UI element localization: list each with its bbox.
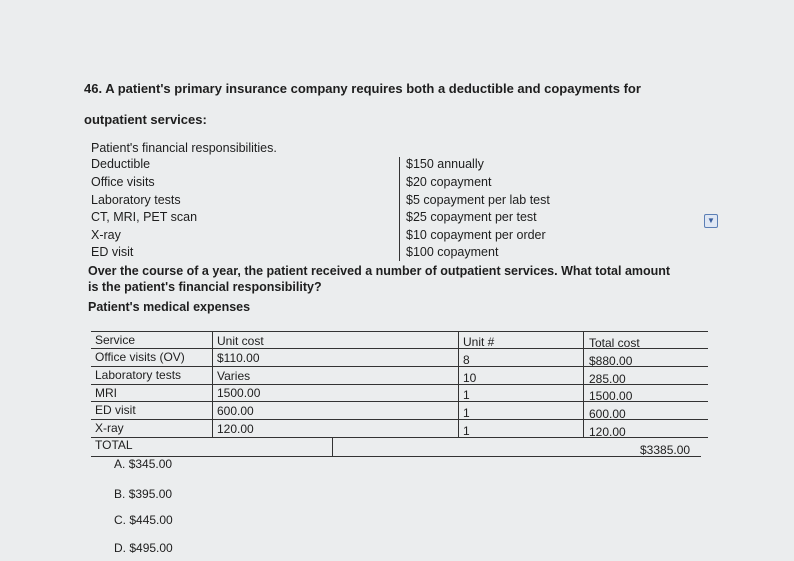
total-value: $3385.00	[640, 443, 691, 457]
table-cell-unit-cost: Varies	[217, 369, 251, 383]
question-line-2: outpatient services:	[84, 112, 207, 127]
resp-label: Laboratory tests	[91, 193, 181, 207]
option-letter: B.	[114, 487, 126, 501]
option-b[interactable]	[114, 487, 172, 501]
option-letter: C.	[114, 513, 126, 527]
resp-label: X-ray	[91, 228, 121, 242]
option-text: $395.00	[128, 487, 173, 501]
resp-value: $100 copayment	[406, 245, 499, 259]
table-cell-unit-cost: 1500.00	[217, 386, 261, 400]
option-text: $445.00	[129, 513, 173, 527]
table-cell-service: Office visits (OV)	[95, 350, 185, 364]
table-cell-units: 1	[463, 424, 470, 438]
resp-value: $150 annually	[406, 157, 484, 171]
responsibilities-divider	[399, 157, 400, 261]
dropdown-icon[interactable]: ▼	[704, 214, 718, 228]
col-header-service: Service	[95, 333, 136, 347]
col-header-unit-cost: Unit cost	[217, 334, 264, 348]
table-cell-service: X-ray	[95, 421, 124, 435]
table-cell-service: MRI	[95, 386, 117, 400]
resp-label: ED visit	[91, 245, 134, 259]
option-letter: D.	[114, 541, 126, 555]
resp-label: Deductible	[91, 157, 151, 171]
option-text: $495.00	[129, 541, 173, 555]
table-cell-unit-cost: 120.00	[217, 422, 254, 436]
table-cell-total-cost: 1500.00	[589, 389, 633, 403]
table-cell-units: 10	[463, 371, 477, 385]
resp-value: $20 copayment	[406, 175, 492, 189]
table-cell-units: 1	[463, 388, 470, 402]
table-cell-service: Laboratory tests	[95, 368, 182, 382]
table-cell-service: ED visit	[95, 403, 136, 417]
prompt-line-2: is the patient's financial responsibility?	[88, 280, 322, 294]
table-cell-total-cost: $880.00	[589, 354, 633, 368]
option-text: $345.00	[128, 457, 173, 471]
resp-value: $25 copayment per test	[406, 210, 537, 224]
col-header-units: Unit #	[463, 335, 495, 349]
table-cell-unit-cost: $110.00	[217, 351, 260, 365]
col-header-total-cost: Total cost	[589, 336, 640, 350]
prompt-line-1: Over the course of a year, the patient received a number of outpatient services. What total amount	[88, 264, 671, 278]
resp-value: $5 copayment per lab test	[406, 193, 550, 207]
option-a[interactable]	[114, 457, 172, 471]
table-cell-unit-cost: 600.00	[217, 404, 254, 418]
table-cell-total-cost: 285.00	[589, 372, 626, 386]
resp-label: CT, MRI, PET scan	[91, 210, 198, 224]
total-label: TOTAL	[95, 438, 133, 452]
expenses-heading: Patient's medical expenses	[88, 300, 251, 314]
responsibilities-heading: Patient's financial responsibilities.	[91, 141, 277, 155]
resp-value: $10 copayment per order	[406, 228, 546, 242]
table-cell-total-cost: 600.00	[589, 407, 626, 421]
option-letter: A.	[114, 457, 126, 471]
table-cell-units: 8	[463, 353, 470, 367]
question-line-1: 46. A patient's primary insurance company requires both a deductible and copayments for	[84, 81, 641, 96]
option-c[interactable]	[114, 513, 173, 527]
table-cell-units: 1	[463, 406, 470, 420]
resp-label: Office visits	[91, 175, 155, 189]
option-d[interactable]	[114, 541, 173, 555]
table-cell-total-cost: 120.00	[589, 425, 626, 439]
